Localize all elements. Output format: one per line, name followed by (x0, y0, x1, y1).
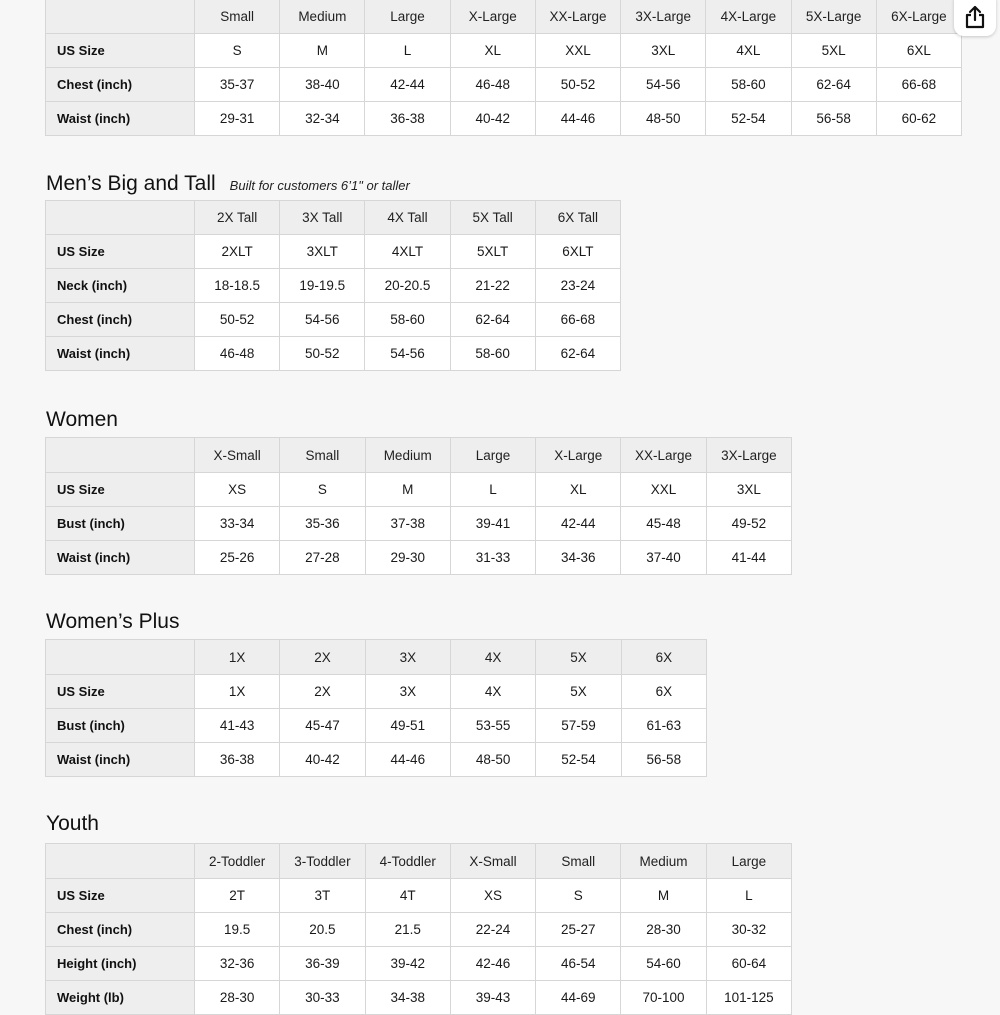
table-cell: 28-30 (195, 981, 280, 1015)
table-cell: 42-46 (450, 947, 535, 981)
table-row (46, 981, 792, 1015)
table-cell: 37-38 (365, 507, 450, 541)
table-cell: 56-58 (791, 102, 876, 136)
table-row (46, 913, 792, 947)
table-row (46, 709, 707, 743)
table-cell: 41-44 (706, 541, 791, 575)
table-cell: 60-62 (876, 102, 961, 136)
row-label: US Size (46, 879, 195, 913)
table-header-row (46, 844, 792, 879)
row-label: Chest (inch) (46, 913, 195, 947)
table-row (46, 68, 962, 102)
table-cell: 101-125 (706, 981, 791, 1015)
table-cell: 45-48 (621, 507, 706, 541)
table-cell: 48-50 (450, 743, 535, 777)
column-header: 4X Tall (365, 201, 450, 235)
table-cell: 30-33 (280, 981, 365, 1015)
table-row (46, 473, 792, 507)
column-header: 6X-Large (876, 0, 961, 34)
table-cell: 44-69 (536, 981, 621, 1015)
column-header: 3X (365, 640, 450, 675)
table-cell: XS (450, 879, 535, 913)
table-cell: 5XLT (450, 235, 535, 269)
size-table-men (45, 0, 962, 136)
table-cell: 50-52 (280, 337, 365, 371)
table-cell: 44-46 (535, 102, 620, 136)
table-cell: 42-44 (536, 507, 621, 541)
column-header: 6X Tall (535, 201, 620, 235)
table-cell: 3XLT (280, 235, 365, 269)
table-row (46, 879, 792, 913)
column-header: X-Small (195, 438, 280, 473)
table-cell: 48-50 (621, 102, 706, 136)
column-header: 6X (621, 640, 706, 675)
table-cell: 53-55 (450, 709, 535, 743)
table-cell: 41-43 (195, 709, 280, 743)
row-label: Height (inch) (46, 947, 195, 981)
table-row (46, 947, 792, 981)
section-title-youth: Youth (46, 812, 99, 835)
table-cell: 54-56 (280, 303, 365, 337)
table-row (46, 102, 962, 136)
table-cell: 54-56 (621, 68, 706, 102)
section-title-women: Women (46, 408, 118, 431)
table-cell: 5X (536, 675, 621, 709)
table-cell: 60-64 (706, 947, 791, 981)
table-cell: 21.5 (365, 913, 450, 947)
table-header-row (46, 201, 621, 235)
section-subtitle: Built for customers 6’1" or taller (229, 178, 410, 193)
share-button[interactable] (954, 0, 996, 36)
table-cell: 39-43 (450, 981, 535, 1015)
table-row (46, 269, 621, 303)
table-cell: 52-54 (536, 743, 621, 777)
row-label: Chest (inch) (46, 303, 195, 337)
corner-cell (46, 640, 195, 675)
column-header: Large (706, 844, 791, 879)
column-header: X-Small (450, 844, 535, 879)
table-row (46, 34, 962, 68)
size-table-big-and-tall (45, 200, 621, 371)
row-label: US Size (46, 235, 195, 269)
column-header: 5X-Large (791, 0, 876, 34)
table-cell: 29-31 (195, 102, 280, 136)
table-cell: 29-30 (365, 541, 450, 575)
table-cell: 1X (195, 675, 280, 709)
table-cell: 33-34 (195, 507, 280, 541)
table-cell: 46-48 (450, 68, 535, 102)
table-cell: 49-52 (706, 507, 791, 541)
table-cell: XXL (535, 34, 620, 68)
table-cell: 58-60 (450, 337, 535, 371)
table-cell: 62-64 (535, 337, 620, 371)
table-cell: 57-59 (536, 709, 621, 743)
row-label: Waist (inch) (46, 541, 195, 575)
table-cell: 49-51 (365, 709, 450, 743)
section-title-text: Men’s Big and Tall (46, 172, 216, 195)
table-cell: 28-30 (621, 913, 706, 947)
column-header: 3-Toddler (280, 844, 365, 879)
table-cell: L (365, 34, 450, 68)
table-cell: L (706, 879, 791, 913)
table-cell: 32-36 (195, 947, 280, 981)
row-label: US Size (46, 34, 195, 68)
table-cell: 21-22 (450, 269, 535, 303)
table-cell: 2X (280, 675, 365, 709)
table-row (46, 743, 707, 777)
table-cell: 5XL (791, 34, 876, 68)
column-header: X-Large (450, 0, 535, 34)
table-cell: 6XLT (535, 235, 620, 269)
table-row (46, 337, 621, 371)
table-cell: 39-42 (365, 947, 450, 981)
table-cell: 20-20.5 (365, 269, 450, 303)
table-cell: 58-60 (706, 68, 791, 102)
table-cell: 35-37 (195, 68, 280, 102)
table-cell: 36-39 (280, 947, 365, 981)
column-header: 4X (450, 640, 535, 675)
table-cell: 23-24 (535, 269, 620, 303)
table-cell: 62-64 (450, 303, 535, 337)
column-header: Medium (365, 438, 450, 473)
table-cell: 37-40 (621, 541, 706, 575)
table-cell: 36-38 (195, 743, 280, 777)
table-cell: 6XL (876, 34, 961, 68)
column-header: 3X-Large (706, 438, 791, 473)
corner-cell (46, 201, 195, 235)
table-cell: 35-36 (280, 507, 365, 541)
table-cell: 4XLT (365, 235, 450, 269)
table-cell: 50-52 (195, 303, 280, 337)
table-cell: L (450, 473, 535, 507)
column-header: XX-Large (621, 438, 706, 473)
size-table-womens-plus (45, 639, 707, 777)
column-header: 4X-Large (706, 0, 791, 34)
table-cell: M (280, 34, 365, 68)
table-cell: XL (450, 34, 535, 68)
row-label: Bust (inch) (46, 507, 195, 541)
table-cell: 54-56 (365, 337, 450, 371)
table-header-row (46, 438, 792, 473)
table-row (46, 303, 621, 337)
column-header: Medium (621, 844, 706, 879)
table-cell: 20.5 (280, 913, 365, 947)
table-cell: 2T (195, 879, 280, 913)
table-cell: XL (536, 473, 621, 507)
row-label: Weight (lb) (46, 981, 195, 1015)
table-cell: 4XL (706, 34, 791, 68)
table-cell: 62-64 (791, 68, 876, 102)
table-cell: 39-41 (450, 507, 535, 541)
table-cell: 4T (365, 879, 450, 913)
column-header: 3X Tall (280, 201, 365, 235)
table-cell: 50-52 (535, 68, 620, 102)
table-cell: S (195, 34, 280, 68)
table-cell: 22-24 (450, 913, 535, 947)
table-cell: 42-44 (365, 68, 450, 102)
table-cell: 66-68 (535, 303, 620, 337)
share-icon (963, 4, 987, 30)
table-cell: S (536, 879, 621, 913)
table-cell: 54-60 (621, 947, 706, 981)
table-cell: 46-54 (536, 947, 621, 981)
table-cell: 40-42 (280, 743, 365, 777)
table-cell: 56-58 (621, 743, 706, 777)
table-cell: 19-19.5 (280, 269, 365, 303)
column-header: X-Large (536, 438, 621, 473)
table-cell: 27-28 (280, 541, 365, 575)
table-row (46, 675, 707, 709)
table-cell: 34-36 (536, 541, 621, 575)
column-header: Small (280, 438, 365, 473)
table-cell: 70-100 (621, 981, 706, 1015)
column-header: XX-Large (535, 0, 620, 34)
table-header-row (46, 0, 962, 34)
table-cell: 66-68 (876, 68, 961, 102)
table-cell: 46-48 (195, 337, 280, 371)
table-row (46, 235, 621, 269)
row-label: Bust (inch) (46, 709, 195, 743)
corner-cell (46, 844, 195, 879)
table-cell: M (365, 473, 450, 507)
table-row (46, 541, 792, 575)
table-cell: 58-60 (365, 303, 450, 337)
row-label: US Size (46, 675, 195, 709)
column-header: Small (536, 844, 621, 879)
column-header: 2X (280, 640, 365, 675)
table-cell: 19.5 (195, 913, 280, 947)
table-cell: XS (195, 473, 280, 507)
table-cell: 45-47 (280, 709, 365, 743)
column-header: Large (450, 438, 535, 473)
table-cell: 3XL (706, 473, 791, 507)
row-label: Waist (inch) (46, 102, 195, 136)
column-header: 5X (536, 640, 621, 675)
table-cell: 44-46 (365, 743, 450, 777)
section-title-womens-plus: Women’s Plus (46, 610, 180, 633)
table-cell: 6X (621, 675, 706, 709)
corner-cell (46, 0, 195, 34)
table-cell: S (280, 473, 365, 507)
table-cell: 25-27 (536, 913, 621, 947)
table-cell: 4X (450, 675, 535, 709)
row-label: Waist (inch) (46, 337, 195, 371)
table-cell: 3T (280, 879, 365, 913)
table-cell: 40-42 (450, 102, 535, 136)
column-header: 5X Tall (450, 201, 535, 235)
row-label: Waist (inch) (46, 743, 195, 777)
column-header: 4-Toddler (365, 844, 450, 879)
table-cell: 34-38 (365, 981, 450, 1015)
table-cell: 36-38 (365, 102, 450, 136)
row-label: Neck (inch) (46, 269, 195, 303)
column-header: 3X-Large (621, 0, 706, 34)
row-label: US Size (46, 473, 195, 507)
row-label: Chest (inch) (46, 68, 195, 102)
table-row (46, 507, 792, 541)
column-header: Medium (280, 0, 365, 34)
corner-cell (46, 438, 195, 473)
table-cell: XXL (621, 473, 706, 507)
column-header: 2-Toddler (195, 844, 280, 879)
column-header: Large (365, 0, 450, 34)
table-cell: 18-18.5 (195, 269, 280, 303)
table-cell: 25-26 (195, 541, 280, 575)
column-header: 2X Tall (195, 201, 280, 235)
table-cell: 52-54 (706, 102, 791, 136)
table-cell: M (621, 879, 706, 913)
table-cell: 3X (365, 675, 450, 709)
size-table-youth (45, 843, 792, 1015)
table-cell: 30-32 (706, 913, 791, 947)
column-header: 1X (195, 640, 280, 675)
table-cell: 61-63 (621, 709, 706, 743)
table-cell: 2XLT (195, 235, 280, 269)
table-cell: 3XL (621, 34, 706, 68)
size-table-women (45, 437, 792, 575)
section-title-big-and-tall (46, 171, 410, 199)
table-cell: 32-34 (280, 102, 365, 136)
column-header: Small (195, 0, 280, 34)
table-cell: 38-40 (280, 68, 365, 102)
table-cell: 31-33 (450, 541, 535, 575)
table-header-row (46, 640, 707, 675)
